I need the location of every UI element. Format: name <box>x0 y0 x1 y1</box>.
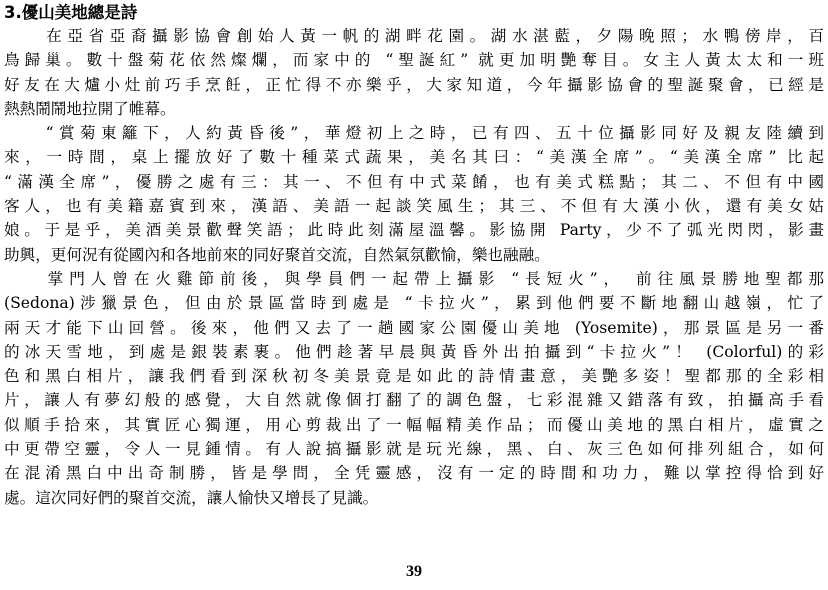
text-line: 在混淆黑白中出奇制勝，皆是學問，全凭靈感，沒有一定的時間和功力，難以掌控得恰到好 <box>4 464 824 483</box>
text-line: 兩天才能下山回營。後來，他們又去了一趟國家公園優山美地 (Yosemite)，那景區是另一番 <box>4 318 824 337</box>
text-line: 在亞省亞裔攝影協會創始人黃一帆的湖畔花園。湖水湛藍，夕陽晚照；水鴨傍岸，百 <box>4 27 824 45</box>
text-line: 助興，更何況有從國內和各地前來的同好聚首交流，自然氣氛歡愉，樂也融融。 <box>4 245 550 264</box>
text-line: 掌門人曾在火雞節前後，與學員們一起帶上攝影 “長短火”， 前往風景勝地聖都那 <box>4 269 824 288</box>
text-line: 處。這次同好們的聚首交流，讓人愉快又增長了見識。 <box>4 488 379 507</box>
text-line: (Sedona)涉獵景色，但由於景區當時到處是 “卡拉火”，累到他們要不斷地翻山越嶺，忙了 <box>4 294 824 313</box>
text-line: 娘。于是乎，美酒美景歡聲笑語；此時此刻滿屋溫馨。影協開 Party，少不了弧光閃閃，影畫 <box>4 221 824 240</box>
text-line: 似順手拾來，其實匠心獨運，用心剪裁出了一幅幅精美作品；而優山美地的黑白相片，虛實之 <box>4 415 824 434</box>
text-line: 中更帶空靈，令人一見鍾情。有人說搞攝影就是玩光線，黑、白、灰三色如何排列組合，如何 <box>4 440 824 459</box>
text-line: “賞菊東籬下，人約黃昏後”，華燈初上之時，已有四、五十位攝影同好及親友陸續到 <box>4 124 824 143</box>
page-number: 39 <box>406 563 422 580</box>
article-title: 3.優山美地總是詩 <box>4 3 138 22</box>
article-body <box>4 24 824 510</box>
text-line: 熱熱鬧鬧地拉開了帷幕。 <box>4 99 176 118</box>
text-line: 好友在大爐小灶前巧手烹飪，正忙得不亦樂乎，大家知道，今年攝影協會的聖誕聚會，已經是 <box>4 75 824 94</box>
text-line: 色和黑白相片，讓我們看到深秋初冬美景竟是如此的詩情畫意，美艷多姿！聖都那的全彩相 <box>4 367 824 386</box>
text-line: 的冰天雪地，到處是銀裝素裹。他們趁著早晨與黃昏外出拍攝到“卡拉火”！ (Colorful)的彩 <box>4 342 824 361</box>
text-line: 來，一時間，桌上擺放好了數十種菜式蔬果，美名其曰：“美漢全席”。“美漢全席” 比起 <box>4 148 824 167</box>
text-line: 鳥歸巢。數十盤菊花依然燦爛，而家中的 “聖誕紅” 就更加明艷奪目。女主人黃太太和一班 <box>4 51 824 70</box>
text-line: 片，讓人有夢幻般的感覺，大自然就像個打翻了的調色盤，七彩混雜又錯落有致，拍攝高手看 <box>4 391 824 410</box>
text-line: 客人，也有美籍嘉賓到來，漢語、美語一起談笑風生；其三、不但有大漢小伙，還有美女姑 <box>4 197 824 216</box>
text-line: “滿漢全席”，優勝之處有三：其一、不但有中式菜餚，也有美式糕點；其二、不但有中國 <box>4 172 824 191</box>
